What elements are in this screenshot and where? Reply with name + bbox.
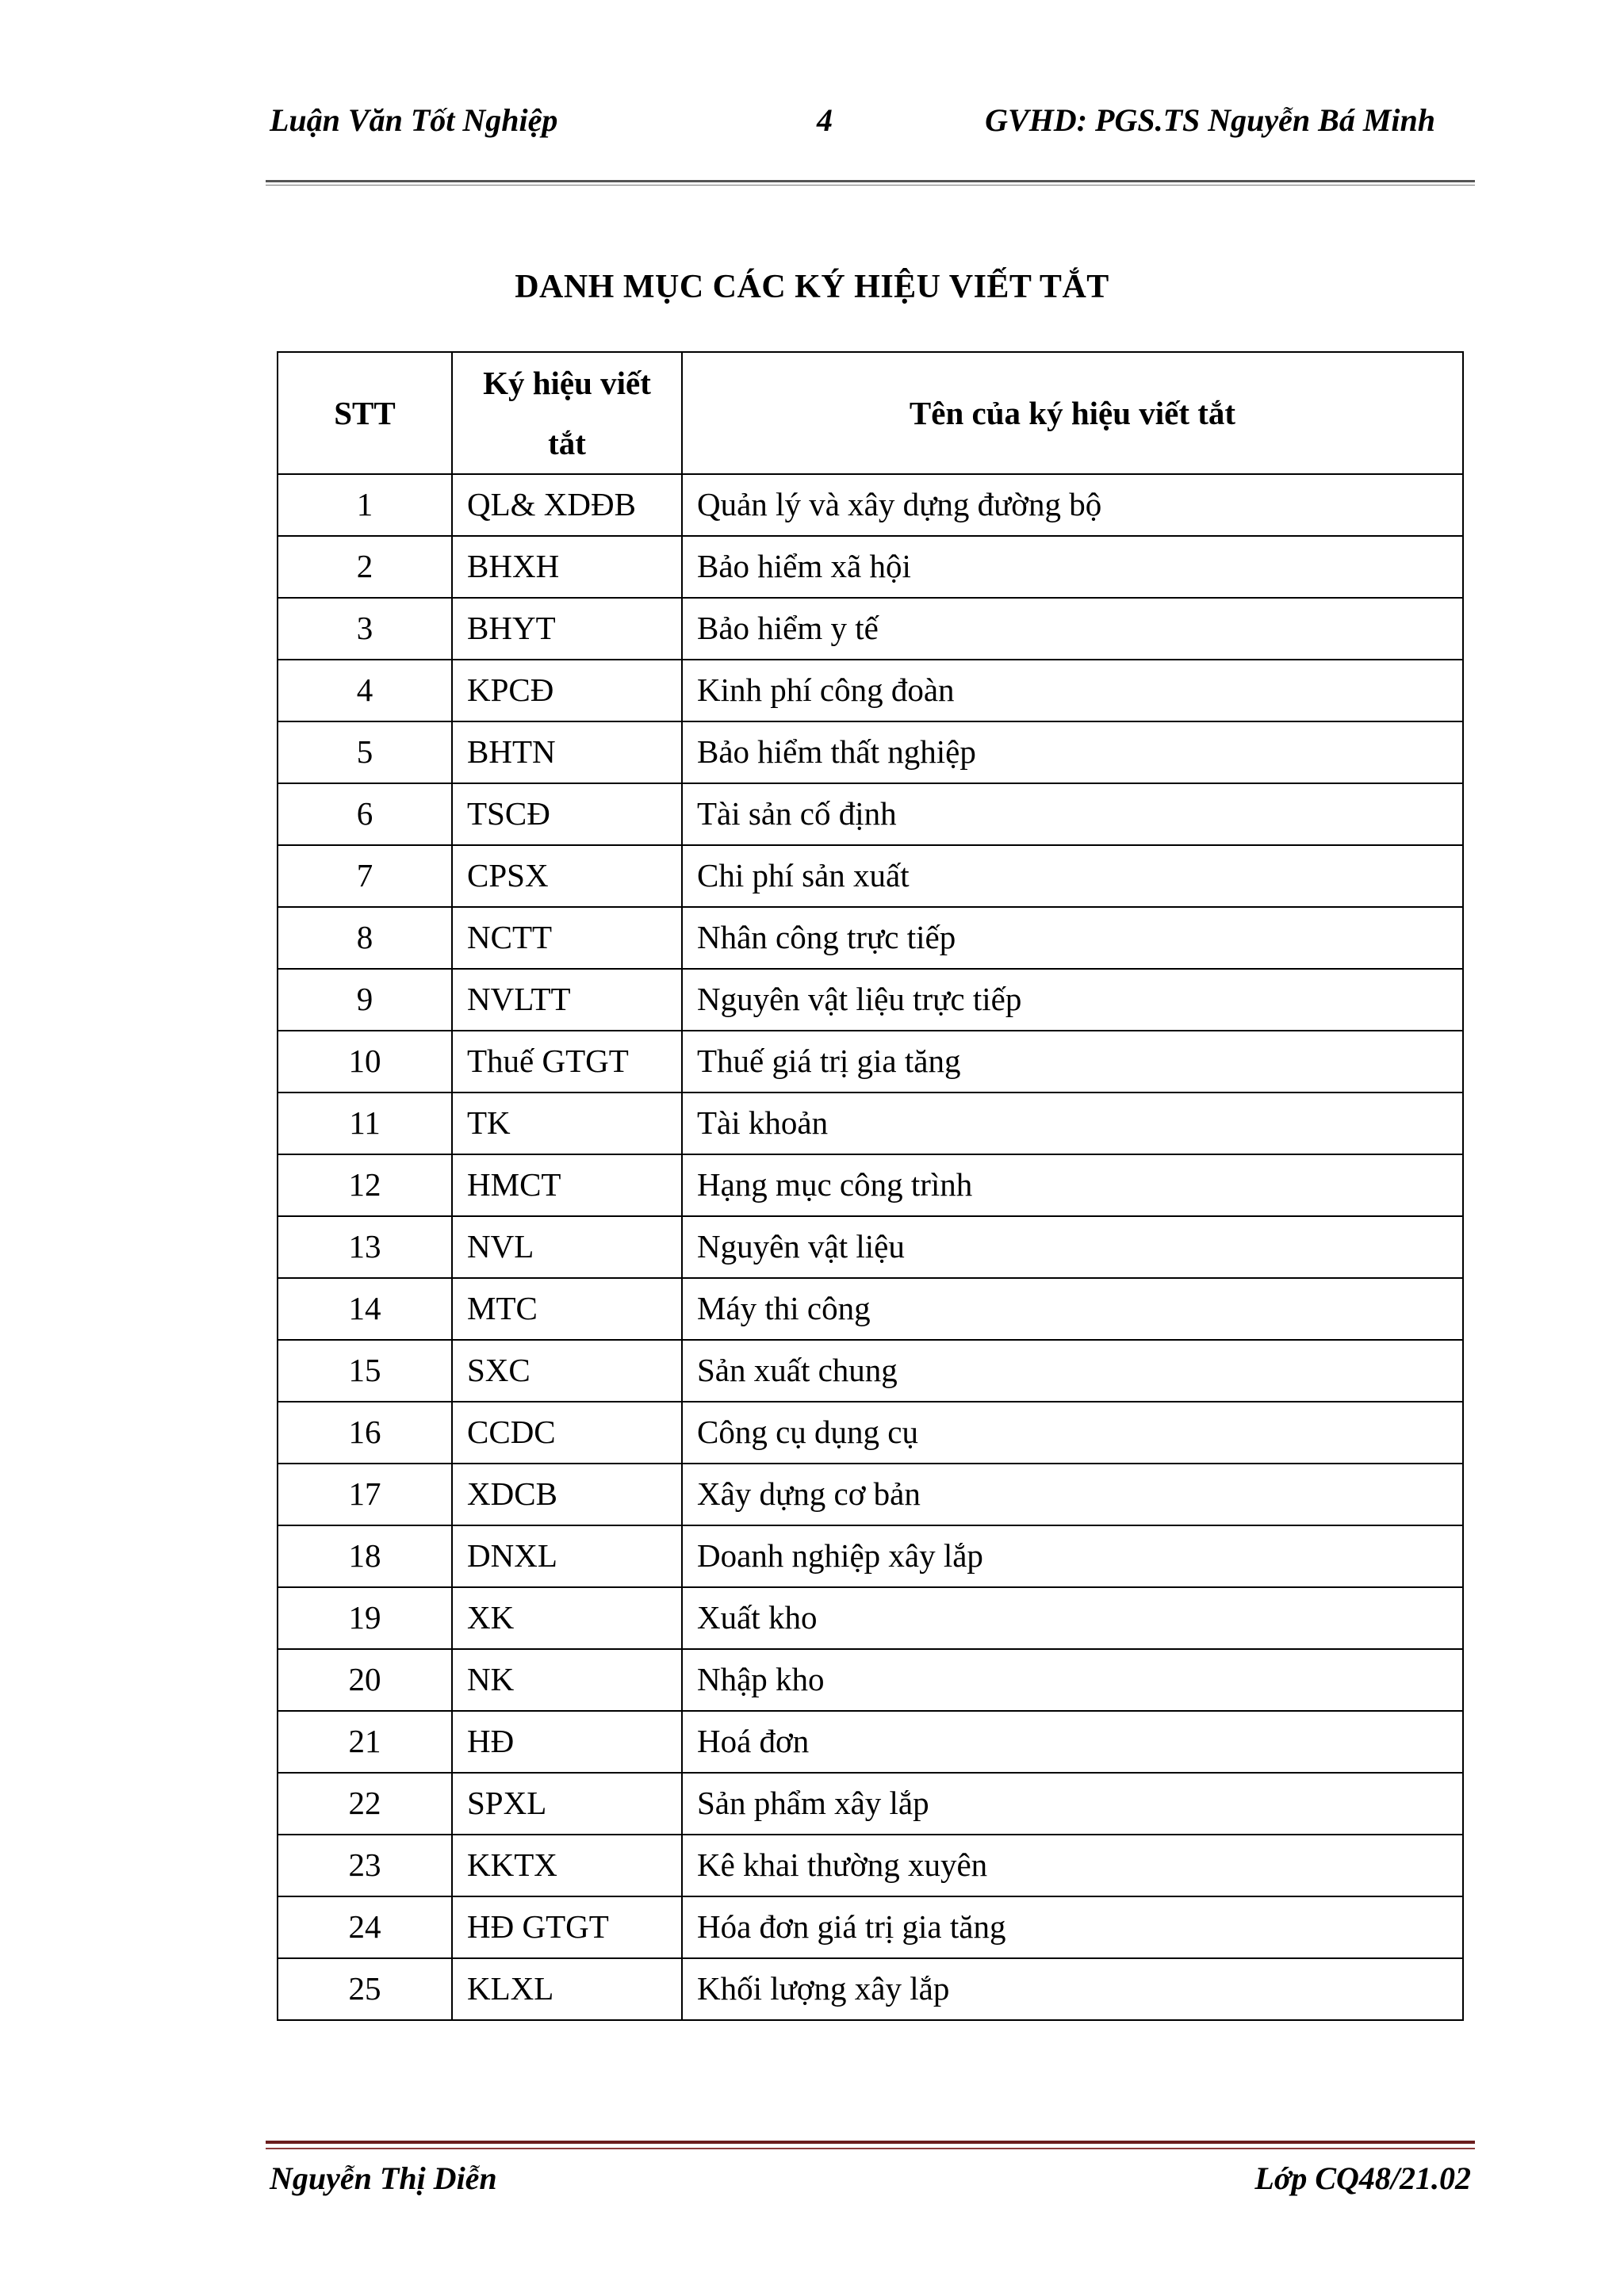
- footer-divider-thin: [266, 2148, 1475, 2149]
- cell-name: Quản lý và xây dựng đường bộ: [682, 474, 1463, 536]
- table-row: [278, 660, 1463, 721]
- cell-stt: 8: [278, 907, 452, 969]
- table-row: [278, 1711, 1463, 1773]
- cell-stt: 21: [278, 1711, 452, 1773]
- table-row: [278, 1340, 1463, 1402]
- cell-code: NCTT: [452, 907, 682, 969]
- cell-code: SPXL: [452, 1773, 682, 1835]
- cell-name: Kinh phí công đoàn: [682, 660, 1463, 721]
- table-row: [278, 1587, 1463, 1649]
- cell-code: NVL: [452, 1216, 682, 1278]
- cell-name: Xây dựng cơ bản: [682, 1464, 1463, 1525]
- cell-name: Nhân công trực tiếp: [682, 907, 1463, 969]
- cell-code: DNXL: [452, 1525, 682, 1587]
- cell-code: SXC: [452, 1340, 682, 1402]
- abbreviation-table: [277, 351, 1464, 2021]
- cell-code: KPCĐ: [452, 660, 682, 721]
- table-row: [278, 1835, 1463, 1896]
- cell-stt: 11: [278, 1093, 452, 1154]
- cell-name: Bảo hiểm y tế: [682, 598, 1463, 660]
- cell-code: HĐ GTGT: [452, 1896, 682, 1958]
- cell-stt: 6: [278, 783, 452, 845]
- header-page-number: 4: [817, 102, 833, 138]
- table-row: [278, 1649, 1463, 1711]
- footer-class: Lớp CQ48/21.02: [1254, 2160, 1471, 2196]
- cell-code: HĐ: [452, 1711, 682, 1773]
- cell-code: CCDC: [452, 1402, 682, 1464]
- header-divider-thin: [266, 185, 1475, 186]
- cell-stt: 7: [278, 845, 452, 907]
- header-supervisor: GVHD: PGS.TS Nguyễn Bá Minh: [985, 102, 1435, 138]
- cell-name: Máy thi công: [682, 1278, 1463, 1340]
- cell-code: NVLTT: [452, 969, 682, 1031]
- table-row: [278, 598, 1463, 660]
- cell-name: Sản xuất chung: [682, 1340, 1463, 1402]
- cell-stt: 18: [278, 1525, 452, 1587]
- table-row: [278, 1958, 1463, 2020]
- cell-code: XDCB: [452, 1464, 682, 1525]
- page-footer: [270, 2160, 1471, 2207]
- table-row: [278, 1464, 1463, 1525]
- header-thesis-title: Luận Văn Tốt Nghiệp: [270, 102, 558, 138]
- cell-stt: 23: [278, 1835, 452, 1896]
- table-row: [278, 969, 1463, 1031]
- cell-code: XK: [452, 1587, 682, 1649]
- cell-name: Nguyên vật liệu trực tiếp: [682, 969, 1463, 1031]
- header-name: Tên của ký hiệu viết tắt: [682, 352, 1463, 474]
- cell-name: Thuế giá trị gia tăng: [682, 1031, 1463, 1093]
- table-row: [278, 721, 1463, 783]
- page-title: DANH MỤC CÁC KÝ HIỆU VIẾT TẮT: [515, 269, 1109, 305]
- cell-stt: 5: [278, 721, 452, 783]
- cell-name: Doanh nghiệp xây lắp: [682, 1525, 1463, 1587]
- cell-name: Hóa đơn giá trị gia tăng: [682, 1896, 1463, 1958]
- cell-stt: 15: [278, 1340, 452, 1402]
- cell-code: QL& XDĐB: [452, 474, 682, 536]
- cell-name: Hoá đơn: [682, 1711, 1463, 1773]
- cell-name: Bảo hiểm thất nghiệp: [682, 721, 1463, 783]
- table-row: [278, 536, 1463, 598]
- cell-stt: 17: [278, 1464, 452, 1525]
- cell-stt: 12: [278, 1154, 452, 1216]
- table-row: [278, 1154, 1463, 1216]
- table-row: [278, 783, 1463, 845]
- table-row: [278, 1216, 1463, 1278]
- header-divider: [266, 180, 1475, 182]
- cell-code: MTC: [452, 1278, 682, 1340]
- cell-stt: 20: [278, 1649, 452, 1711]
- cell-name: Bảo hiểm xã hội: [682, 536, 1463, 598]
- table-row: [278, 845, 1463, 907]
- table-row: [278, 1773, 1463, 1835]
- cell-stt: 16: [278, 1402, 452, 1464]
- cell-name: Kê khai thường xuyên: [682, 1835, 1463, 1896]
- cell-code: KLXL: [452, 1958, 682, 2020]
- cell-stt: 19: [278, 1587, 452, 1649]
- page-header: [270, 95, 1435, 151]
- cell-name: Xuất kho: [682, 1587, 1463, 1649]
- cell-stt: 25: [278, 1958, 452, 2020]
- cell-stt: 13: [278, 1216, 452, 1278]
- footer-author: Nguyễn Thị Diễn: [270, 2160, 497, 2196]
- table-body: [278, 474, 1463, 2020]
- cell-name: Sản phẩm xây lắp: [682, 1773, 1463, 1835]
- cell-stt: 9: [278, 969, 452, 1031]
- table-row: [278, 1093, 1463, 1154]
- cell-code: NK: [452, 1649, 682, 1711]
- table-row: [278, 1525, 1463, 1587]
- cell-stt: 2: [278, 536, 452, 598]
- cell-name: Công cụ dụng cụ: [682, 1402, 1463, 1464]
- cell-stt: 24: [278, 1896, 452, 1958]
- cell-code: CPSX: [452, 845, 682, 907]
- cell-code: BHYT: [452, 598, 682, 660]
- header-code: [452, 352, 682, 474]
- cell-stt: 3: [278, 598, 452, 660]
- cell-code: KKTX: [452, 1835, 682, 1896]
- cell-code: BHTN: [452, 721, 682, 783]
- cell-code: TK: [452, 1093, 682, 1154]
- cell-stt: 4: [278, 660, 452, 721]
- cell-stt: 14: [278, 1278, 452, 1340]
- header-stt: STT: [278, 352, 452, 474]
- table-row: [278, 907, 1463, 969]
- header-code-label: Ký hiệu viết tắt: [483, 365, 651, 461]
- table-row: [278, 1402, 1463, 1464]
- cell-stt: 1: [278, 474, 452, 536]
- table-row: [278, 1896, 1463, 1958]
- table-row: [278, 1031, 1463, 1093]
- cell-name: Nhập kho: [682, 1649, 1463, 1711]
- cell-code: HMCT: [452, 1154, 682, 1216]
- table-row: [278, 474, 1463, 536]
- cell-name: Tài khoản: [682, 1093, 1463, 1154]
- footer-divider: [266, 2141, 1475, 2144]
- cell-code: TSCĐ: [452, 783, 682, 845]
- cell-name: Hạng mục công trình: [682, 1154, 1463, 1216]
- cell-name: Tài sản cố định: [682, 783, 1463, 845]
- cell-name: Khối lượng xây lắp: [682, 1958, 1463, 2020]
- table-row: [278, 1278, 1463, 1340]
- cell-code: BHXH: [452, 536, 682, 598]
- cell-code: Thuế GTGT: [452, 1031, 682, 1093]
- cell-stt: 10: [278, 1031, 452, 1093]
- table-header-row: [278, 352, 1463, 474]
- cell-name: Nguyên vật liệu: [682, 1216, 1463, 1278]
- cell-name: Chi phí sản xuất: [682, 845, 1463, 907]
- cell-stt: 22: [278, 1773, 452, 1835]
